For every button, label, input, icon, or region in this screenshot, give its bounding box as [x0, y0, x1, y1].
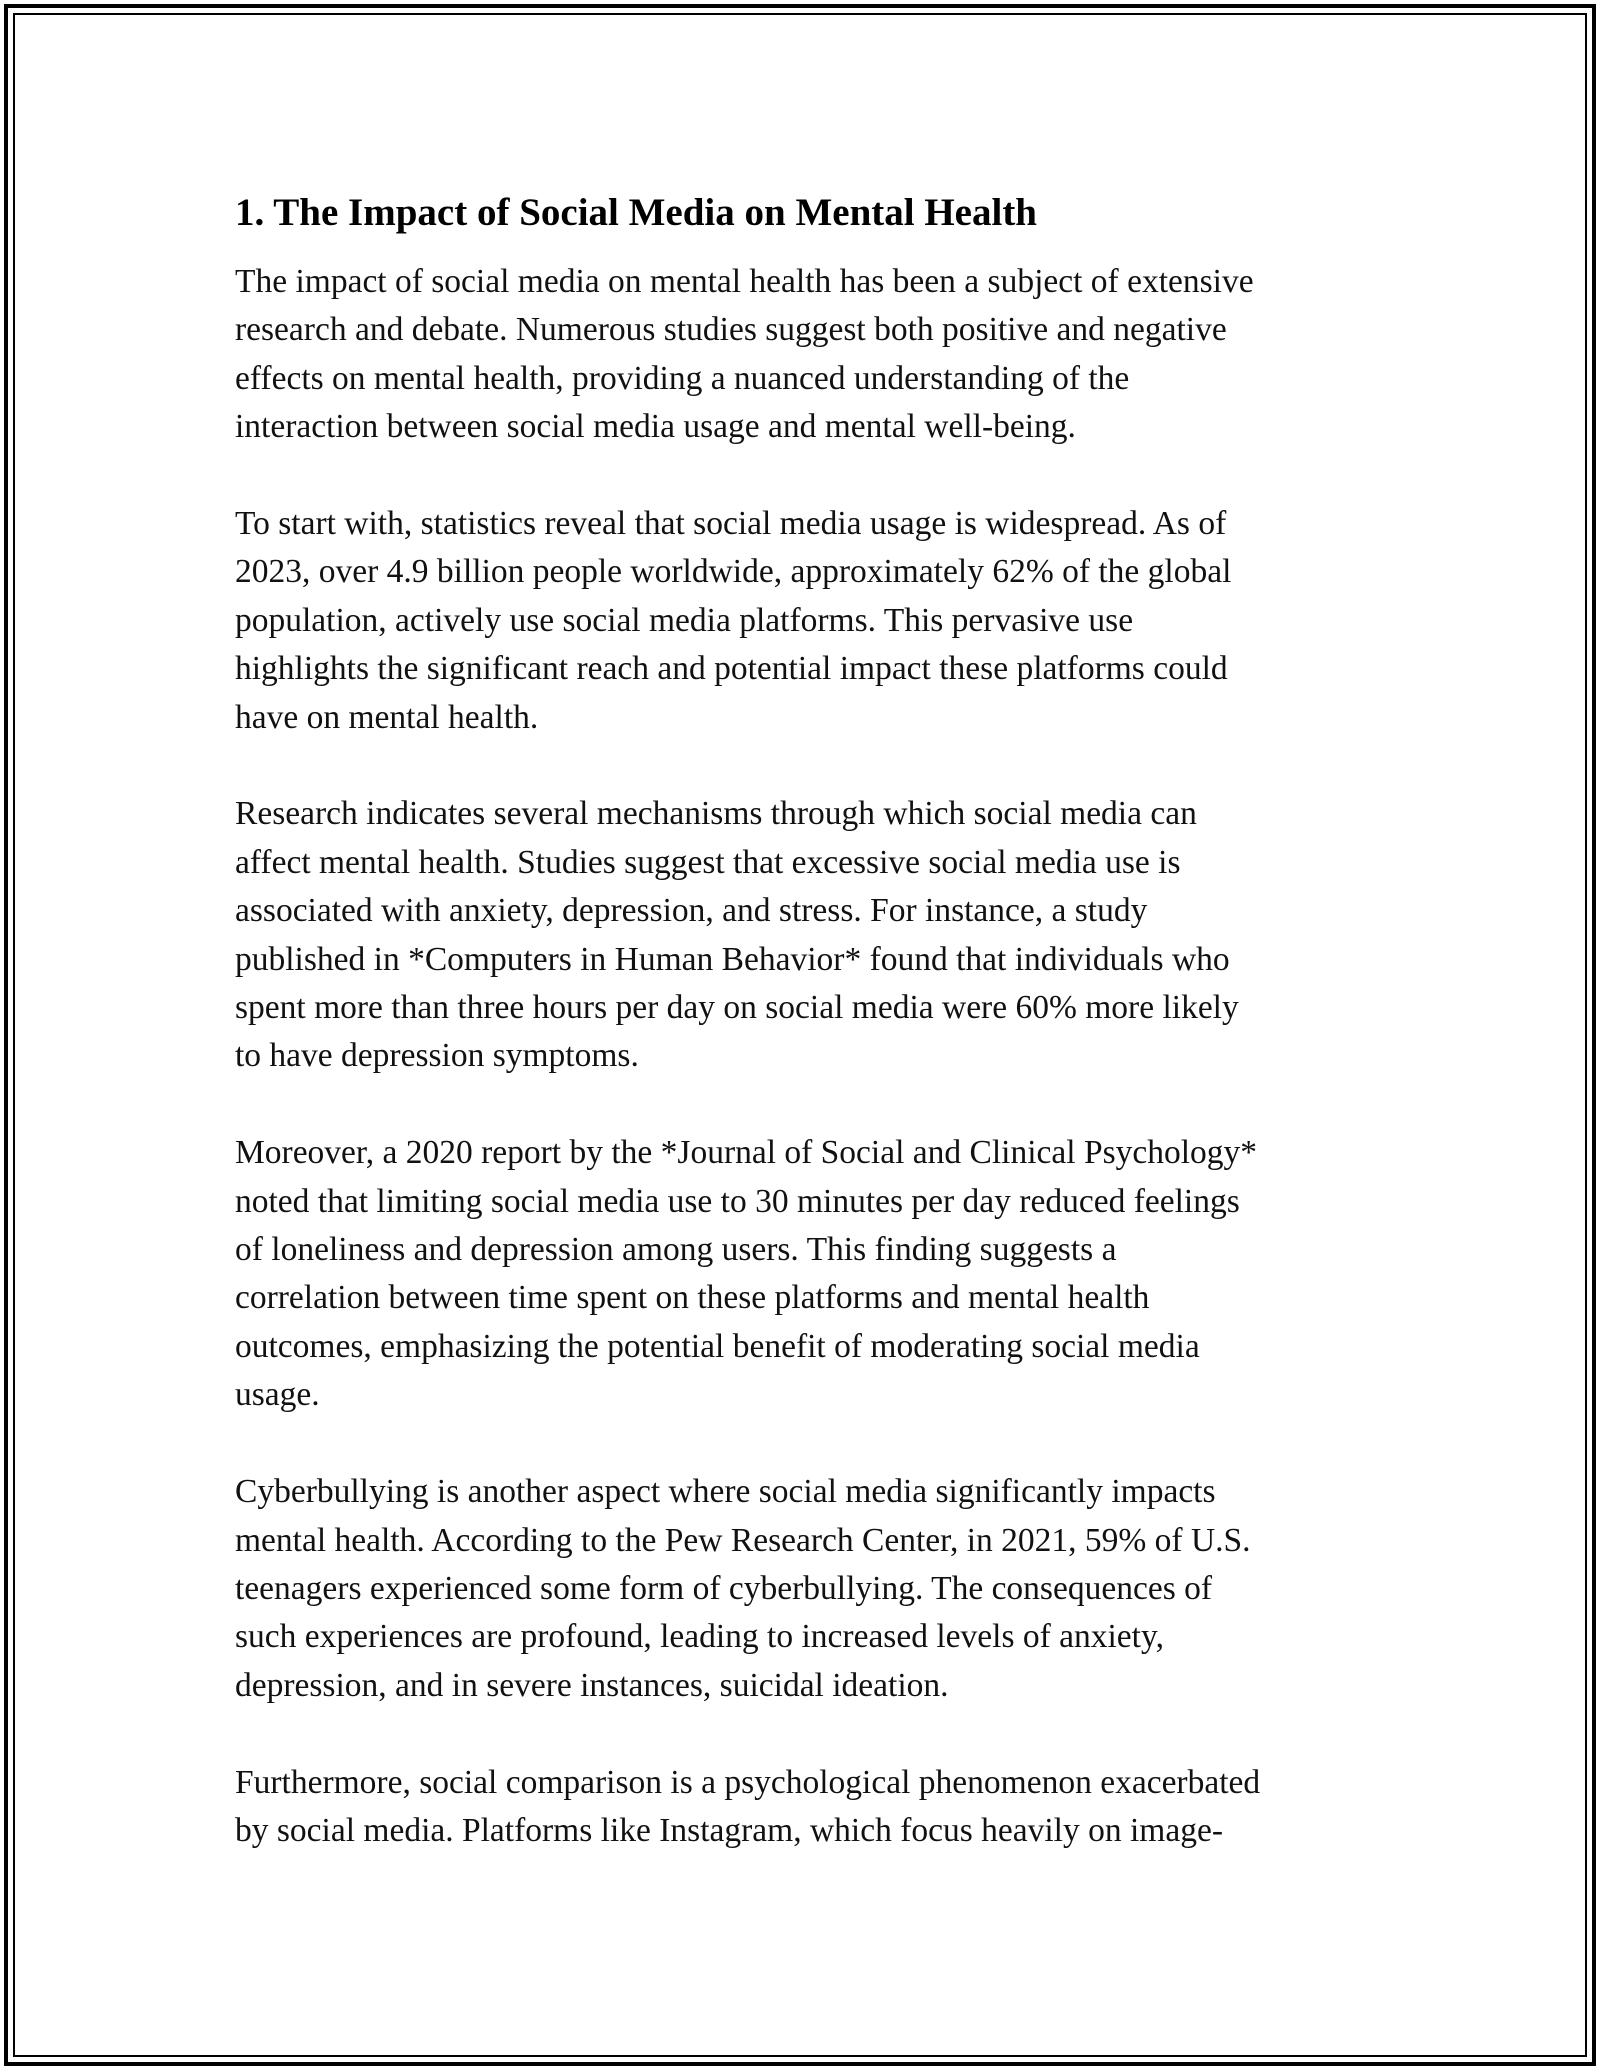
text-line: population, actively use social media platforms. This pervasive use	[235, 601, 1134, 639]
text-line: usage.	[235, 1376, 320, 1414]
text-line: mental health. According to the Pew Research Center, in 2021, 59% of U.S.	[235, 1521, 1251, 1559]
text-line: 2023, over 4.9 billion people worldwide, approximately 62% of the global	[235, 553, 1232, 591]
paragraph	[235, 790, 1370, 1080]
paragraph	[235, 258, 1370, 452]
text-line: interaction between social media usage and mental well-being.	[235, 408, 1076, 446]
document-body	[235, 185, 1370, 1855]
text-line: teenagers experienced some form of cyberbullying. The consequences of	[235, 1569, 1213, 1607]
text-line: outcomes, emphasizing the potential benefit of moderating social media	[235, 1327, 1200, 1365]
text-line: highlights the significant reach and potential impact these platforms could	[235, 650, 1228, 688]
text-line: associated with anxiety, depression, and stress. For instance, a study	[235, 892, 1148, 930]
text-line: noted that limiting social media use to 30 minutes per day reduced feelings	[235, 1182, 1240, 1220]
text-line: by social media. Platforms like Instagram, which focus heavily on image-	[235, 1811, 1223, 1849]
text-line: Furthermore, social comparison is a psychological phenomenon exacerbated	[235, 1763, 1261, 1801]
text-line: The impact of social media on mental health has been a subject of extensive	[235, 263, 1254, 300]
section-title: 1. The Impact of Social Media on Mental Health	[235, 191, 1037, 234]
text-line: such experiences are profound, leading to increased levels of anxiety,	[235, 1618, 1164, 1656]
text-line: Research indicates several mechanisms through which social media can	[235, 795, 1197, 833]
paragraph	[235, 1129, 1370, 1419]
paragraph	[235, 1759, 1370, 1856]
text-line: correlation between time spent on these platforms and mental health	[235, 1279, 1150, 1317]
paragraph-list	[235, 258, 1370, 1855]
text-line: research and debate. Numerous studies suggest both positive and negative	[235, 311, 1227, 349]
text-line: to have depression symptoms.	[235, 1037, 639, 1075]
paragraph	[235, 500, 1370, 742]
text-line: depression, and in severe instances, suicidal ideation.	[235, 1666, 949, 1704]
text-line: have on mental health.	[235, 698, 539, 736]
paragraph	[235, 1468, 1370, 1710]
text-line: published in *Computers in Human Behavior* found that individuals who	[235, 940, 1230, 978]
text-line: Cyberbullying is another aspect where social media significantly impacts	[235, 1473, 1216, 1511]
text-line: effects on mental health, providing a nuanced understanding of the	[235, 359, 1130, 397]
text-line: of loneliness and depression among users. This finding suggests a	[235, 1231, 1117, 1269]
text-line: Moreover, a 2020 report by the *Journal of Social and Clinical Psychology*	[235, 1134, 1258, 1172]
text-line: affect mental health. Studies suggest that excessive social media use is	[235, 843, 1181, 881]
text-line: spent more than three hours per day on social media were 60% more likely	[235, 989, 1239, 1027]
text-line: To start with, statistics reveal that social media usage is widespread. As of	[235, 505, 1227, 543]
